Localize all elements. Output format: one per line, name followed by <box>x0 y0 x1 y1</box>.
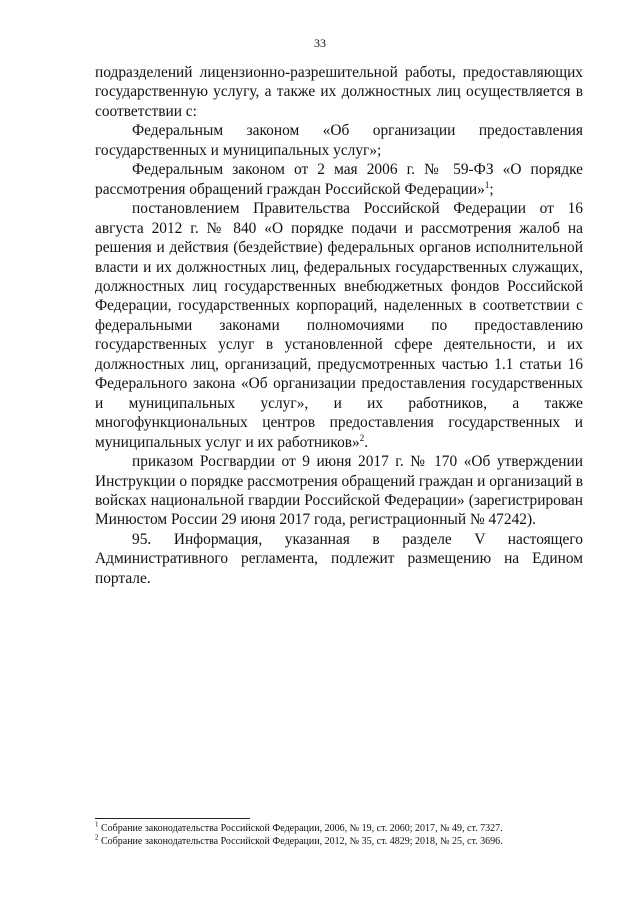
footnote-2: $^2$ Собрание законодательства Российской Федерации, 2012, № 35, ст. 4829; 2018, № 25, ст. 3696. <box>95 833 503 847</box>
footnote-divider <box>95 818 250 819</box>
paragraph-resolution-840: постановлением Правительства Российской Федерации от 16 августа 2012 г. № 840 «О порядке подачи и рассмотрения жалоб на решения и действия (бездействие) федеральных органов исполнительной власти и их должностных лиц, федеральных государственных служащих, должностных лиц государственных внебюджетных фондов Российской Федерации, государственных корпораций, наделенных в соответствии с федеральными законами полномочиями по предоставлению государственных услуг в установленной сфере деятельности, и их должностных лиц, организаций, предусмотренных частью 1.1 статьи 16 Федерального закона «Об организации предоставления государственных и муниципальных услуг», и их работников, а также многофункциональных центров предоставления государственных и муниципальных услуг и их работников»$^2$. <box>95 200 583 451</box>
document-body <box>95 63 583 588</box>
footnote-reference-2[interactable]: 2 <box>359 432 365 443</box>
footnote-mark-2: 2 <box>95 833 99 842</box>
paragraph-item-95: 95. Информация, указанная в разделе V настоящего Административного регламента, подлежит размещению на Едином портале. <box>95 530 583 587</box>
paragraph-order-170: приказом Росгвардии от 9 июня 2017 г. № 170 «Об утверждении Инструкции о порядке рассмотрения обращений граждан и организаций в войсках национальной гвардии Российской Федерации» (зарегистрирован Минюстом России 29 июня 2017 года, регистрационный № 47242). <box>95 453 583 529</box>
footnote-1: $^1$ Собрание законодательства Российской Федерации, 2006, № 19, ст. 2060; 2017, № 49, ст. 7327. <box>95 820 503 834</box>
page-number: 33 <box>314 36 326 50</box>
paragraph-law-59: Федеральным законом от 2 мая 2006 г. № 59-ФЗ «О порядке рассмотрения обращений граждан Российской Федерации»$^1$; <box>95 161 583 198</box>
footnotes <box>95 822 583 848</box>
paragraph-law-210: Федеральным законом «Об организации предоставления государственных и муниципальных услуг»; <box>95 122 583 159</box>
footnote-reference-1[interactable]: 1 <box>484 179 490 190</box>
footnote-mark-1: 1 <box>95 820 99 829</box>
paragraph-intro: подразделений лицензионно-разрешительной работы, предоставляющих государственную услугу, а также их должностных лиц осуществляется в соответствии с: <box>95 64 583 120</box>
